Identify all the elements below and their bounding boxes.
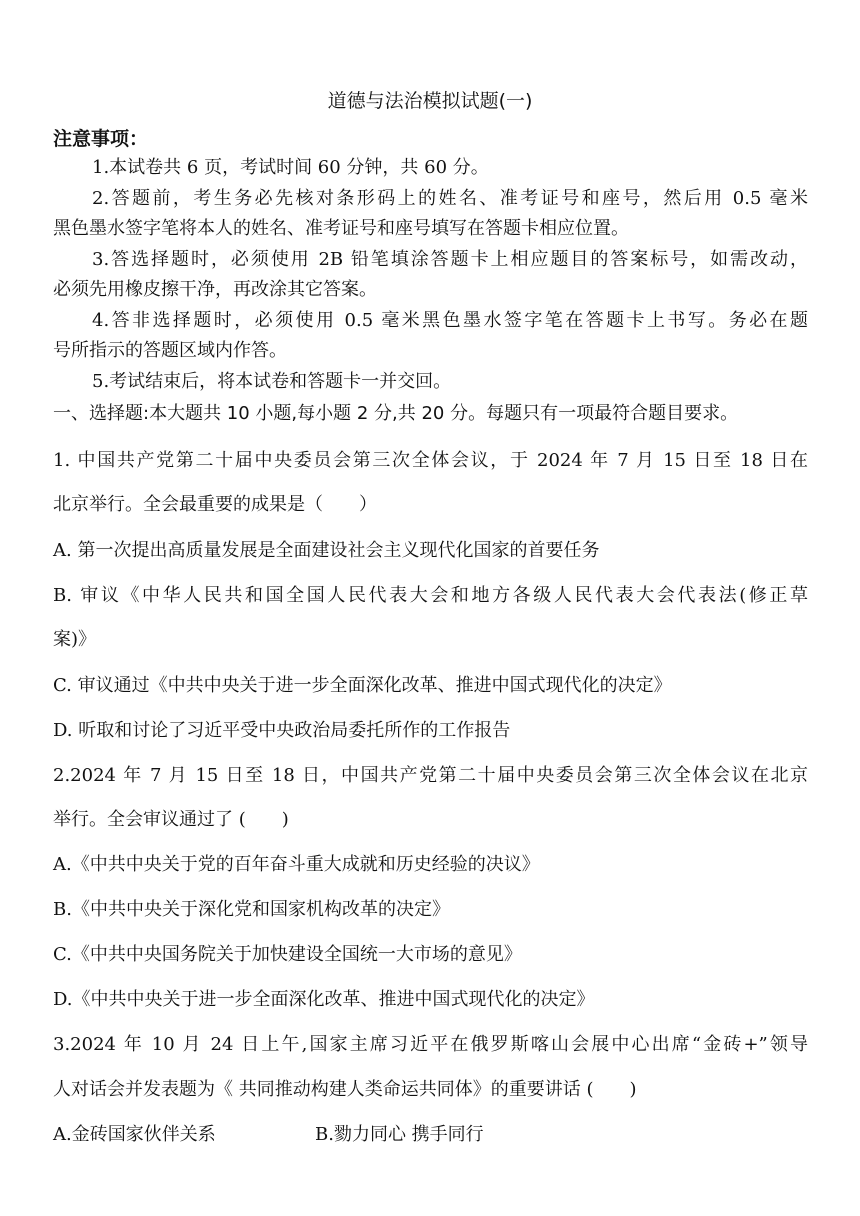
question-1-option-d: D. 听取和讨论了习近平受中央政治局委托所作的工作报告: [53, 720, 511, 741]
question-2-line-2: 举行。全会审议通过了 ( ): [53, 809, 289, 830]
question-3-option-b: B.勠力同心 携手同行: [315, 1124, 484, 1145]
notice-heading: 注意事项：: [53, 128, 149, 150]
question-3-option-a: A.金砖国家伙伴关系: [53, 1124, 216, 1145]
question-2-option-d: D.《中共中央关于进一步全面深化改革、推进中国式现代化的决定》: [53, 989, 595, 1010]
notice-line-4: 3.答选择题时，必须使用 2B 铅笔填涂答题卡上相应题目的答案标号，如需改动，: [92, 249, 808, 270]
notice-line-1: 1.本试卷共 6 页，考试时间 60 分钟，共 60 分。: [92, 157, 489, 178]
question-3-line-1: 3.2024 年 10 月 24 日上午,国家主席习近平在俄罗斯喀山会展中心出席“金砖+”领导: [53, 1034, 808, 1055]
page-title: 道德与法治模拟试题(一): [327, 90, 533, 112]
question-1-line-1: 1. 中国共产党第二十届中央委员会第三次全体会议，于 2024 年 7 月 15 日至 18 日在: [53, 450, 808, 471]
notice-line-5: 必须先用橡皮擦干净，再改涂其它答案。: [53, 279, 377, 300]
question-1-option-b-cont: 案)》: [53, 629, 97, 650]
notice-line-6: 4.答非选择题时，必须使用 0.5 毫米黑色墨水签字笔在答题卡上书写。务必在题: [92, 310, 808, 331]
question-2-line-1: 2.2024 年 7 月 15 日至 18 日，中国共产党第二十届中央委员会第三次全体会议在北京: [53, 765, 808, 786]
notice-line-2: 2.答题前，考生务必先核对条形码上的姓名、准考证号和座号，然后用 0.5 毫米: [92, 188, 808, 209]
question-1-option-b: B. 审议《中华人民共和国全国人民代表大会和地方各级人民代表大会代表法(修正草: [53, 585, 808, 606]
notice-line-7: 号所指示的答题区域内作答。: [53, 340, 287, 361]
notice-line-3: 黑色墨水签字笔将本人的姓名、准考证号和座号填写在答题卡相应位置。: [53, 218, 629, 239]
question-1-option-c: C. 审议通过《中共中央关于进一步全面深化改革、推进中国式现代化的决定》: [53, 675, 672, 696]
question-2-option-a: A.《中共中央关于党的百年奋斗重大成就和历史经验的决议》: [53, 854, 540, 875]
notice-line-8: 5.考试结束后，将本试卷和答题卡一并交回。: [92, 371, 452, 392]
question-3-line-2: 人对话会并发表题为《 共同推动构建人类命运共同体》的重要讲话 ( ): [53, 1079, 637, 1100]
question-2-option-c: C.《中共中央国务院关于加快建设全国统一大市场的意见》: [53, 944, 522, 965]
question-1-option-a: A. 第一次提出高质量发展是全面建设社会主义现代化国家的首要任务: [53, 540, 600, 561]
section-heading: 一、选择题:本大题共 10 小题,每小题 2 分,共 20 分。每题只有一项最符合题目要求。: [53, 403, 739, 424]
question-1-line-2: 北京举行。全会最重要的成果是（ ）: [53, 494, 377, 515]
question-2-option-b: B.《中共中央关于深化党和国家机构改革的决定》: [53, 899, 450, 920]
